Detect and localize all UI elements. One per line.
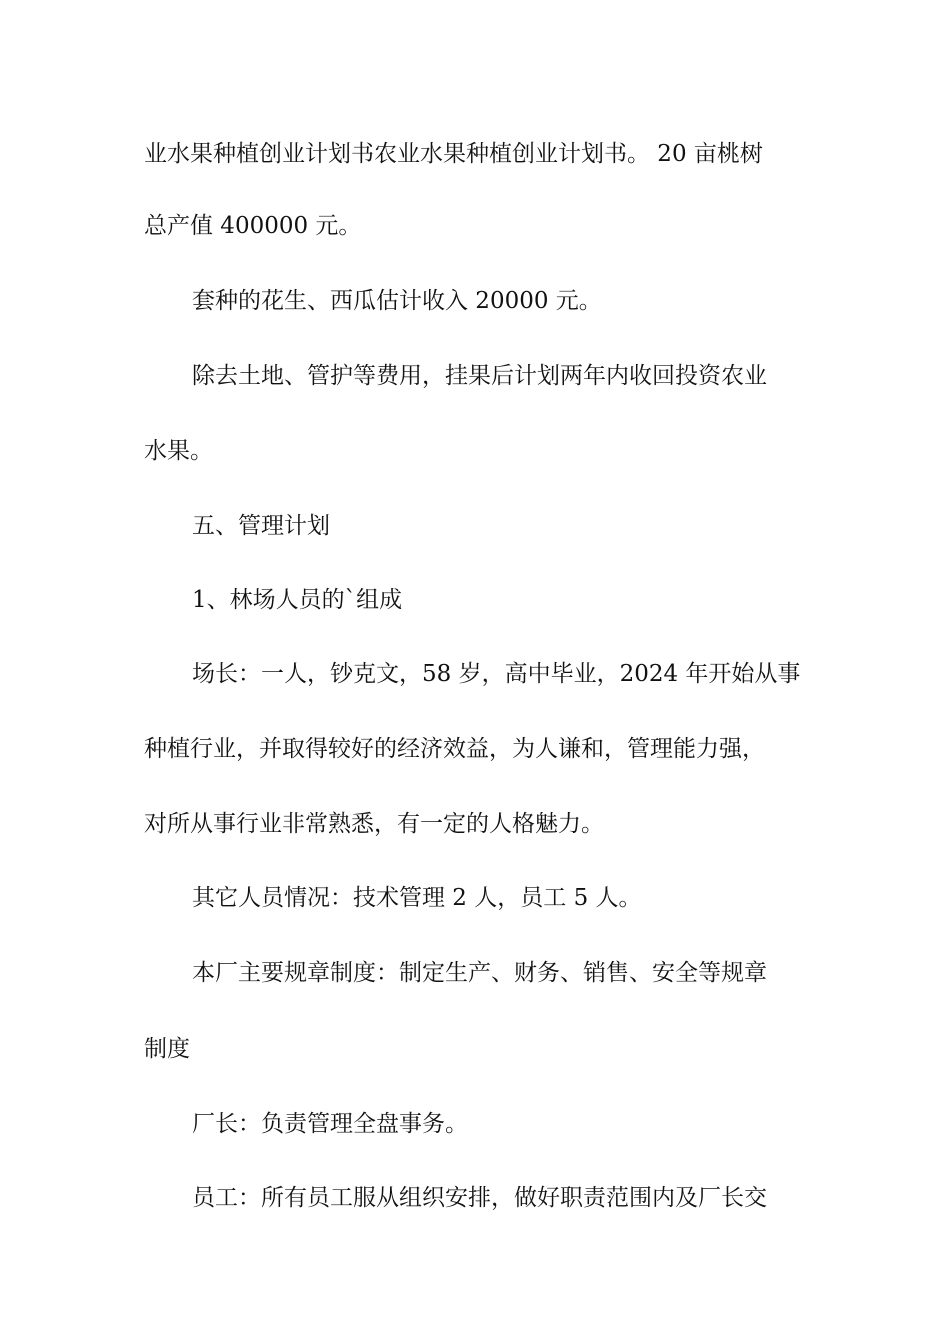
subsection-heading: 1、林场人员的`组成 [192,587,403,613]
text-line: 本厂主要规章制度：制定生产、财务、销售、安全等规章 [192,960,767,986]
text-line: 总产值 400000 元。 [144,213,362,239]
text-line: 员工：所有员工服从组织安排，做好职责范围内及厂长交 [192,1185,767,1211]
text-line: 制度 [144,1036,190,1062]
section-heading: 五、管理计划 [192,513,330,539]
text-line: 套种的花生、西瓜估计收入 20000 元。 [192,288,602,314]
text-line: 业水果种植创业计划书农业水果种植创业计划书。 20 亩桃树 [144,141,763,167]
text-line: 厂长：负责管理全盘事务。 [192,1111,468,1137]
text-line: 除去土地、管护等费用，挂果后计划两年内收回投资农业 [192,363,767,389]
text-line: 水果。 [144,438,213,464]
text-line: 场长：一人，钞克文，58 岁，高中毕业，2024 年开始从事 [192,661,801,687]
text-line: 种植行业，并取得较好的经济效益，为人谦和，管理能力强， [144,736,765,762]
text-line: 其它人员情况：技术管理 2 人，员工 5 人。 [192,885,642,911]
text-line: 对所从事行业非常熟悉，有一定的人格魅力。 [144,811,604,837]
